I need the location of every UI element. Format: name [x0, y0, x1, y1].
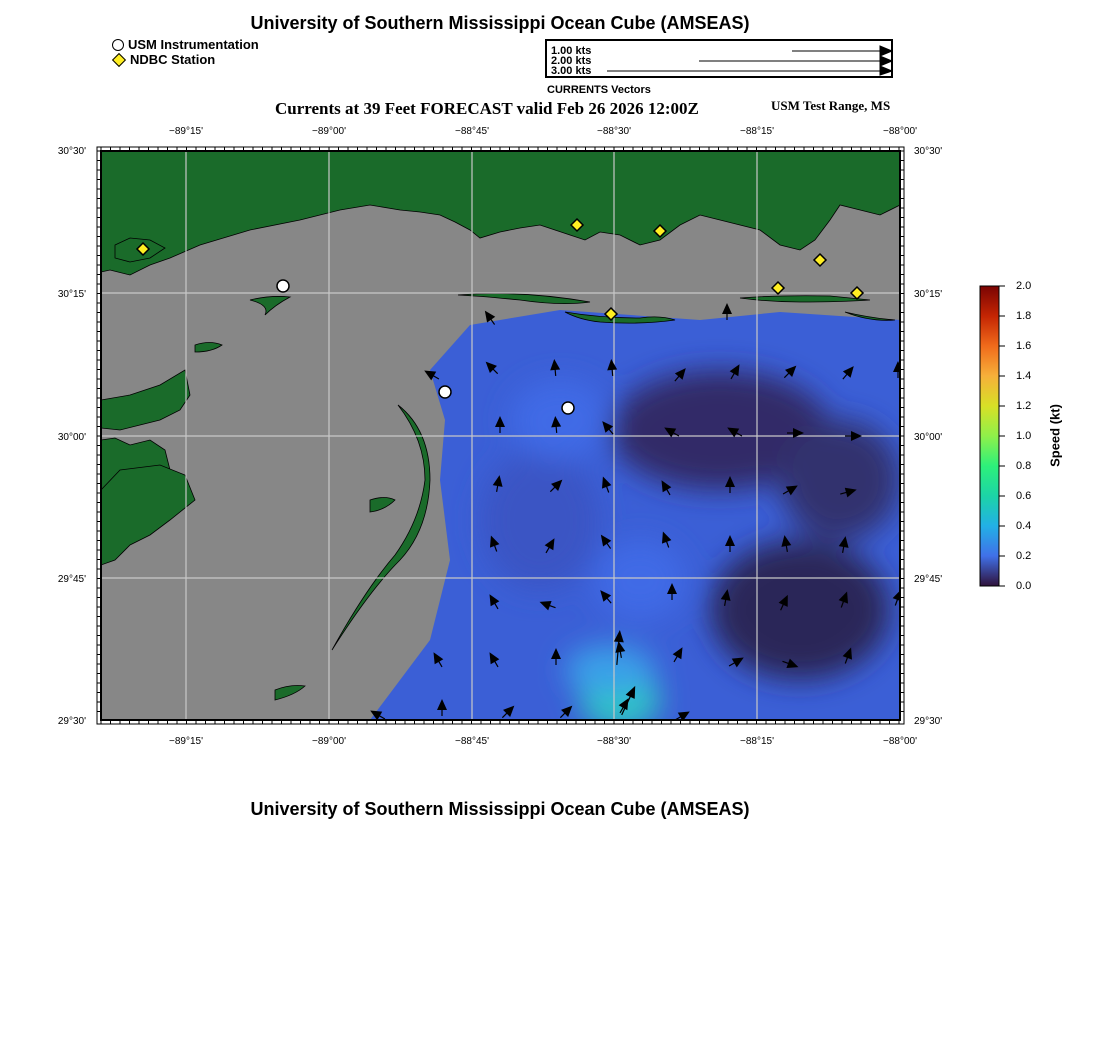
range-label: USM Test Range, MS [771, 98, 891, 113]
cbar-tick-1-6: 1.6 [1016, 340, 1032, 352]
cbar-tick-2-0: 2.0 [1016, 280, 1032, 292]
lon-label-bottom-3: −88°45' [455, 736, 489, 747]
lat-label-right-1: 30°30' [914, 146, 943, 157]
forecast-title: Currents at 39 Feet FORECAST valid Feb 26 2026 12:00Z [275, 99, 699, 118]
cbar-tick-1-8: 1.8 [1016, 310, 1032, 322]
vector-key-3kt: 3.00 kts [551, 65, 592, 77]
lon-label-top-3: −88°45' [455, 126, 489, 137]
lat-label-right-5: 29°30' [914, 716, 943, 727]
legend-usm-label: USM Instrumentation [128, 37, 259, 52]
cbar-tick-0-4: 0.4 [1016, 520, 1032, 532]
footer-title: University of Southern Mississippi Ocean Cube (AMSEAS) [250, 799, 750, 819]
cbar-tick-0-6: 0.6 [1016, 490, 1032, 502]
lon-label-top-4: −88°30' [597, 126, 631, 137]
lon-label-top-1: −89°15' [169, 126, 203, 137]
lat-label-left-4: 29°45' [57, 574, 86, 585]
lon-label-bottom-4: −88°30' [597, 736, 631, 747]
vector-key-2kt: 2.00 kts [551, 55, 592, 67]
lon-label-top-6: −88°00' [883, 126, 917, 137]
page-title: University of Southern Mississippi Ocean Cube (AMSEAS) [250, 13, 750, 33]
lon-label-bottom-2: −89°00' [312, 736, 346, 747]
usm-instrument-marker[interactable] [562, 402, 574, 414]
lat-label-left-1: 30°30' [57, 146, 86, 157]
lat-label-right-4: 29°45' [914, 574, 943, 585]
lat-label-right-3: 30°00' [914, 432, 943, 443]
lat-label-left-5: 29°30' [57, 716, 86, 727]
speed-field [370, 310, 900, 730]
lon-label-bottom-1: −89°15' [169, 736, 203, 747]
cbar-tick-0-2: 0.2 [1016, 550, 1032, 562]
colorbar-title: Speed (kt) [1047, 404, 1063, 467]
colorbar-ticks [999, 286, 1005, 586]
usm-instrument-marker[interactable] [277, 280, 289, 292]
vector-key-caption: CURRENTS Vectors [547, 84, 651, 96]
lat-label-left-2: 30°15' [57, 289, 86, 300]
lat-label-right-2: 30°15' [914, 289, 943, 300]
lon-label-bottom-5: −88°15' [740, 736, 774, 747]
lon-label-top-5: −88°15' [740, 126, 774, 137]
colorbar [980, 286, 999, 586]
cbar-tick-1-2: 1.2 [1016, 400, 1032, 412]
legend-ndbc-label: NDBC Station [130, 52, 216, 67]
cbar-tick-1-4: 1.4 [1016, 370, 1032, 382]
cbar-tick-0-0: 0.0 [1016, 580, 1032, 592]
lat-label-left-3: 30°00' [57, 432, 86, 443]
lon-label-top-2: −89°00' [312, 126, 346, 137]
lon-label-bottom-6: −88°00' [883, 736, 917, 747]
cbar-tick-1-0: 1.0 [1016, 430, 1032, 442]
usm-instrument-marker[interactable] [439, 386, 451, 398]
vector-key-1kt: 1.00 kts [551, 45, 592, 57]
cbar-tick-0-8: 0.8 [1016, 460, 1032, 472]
